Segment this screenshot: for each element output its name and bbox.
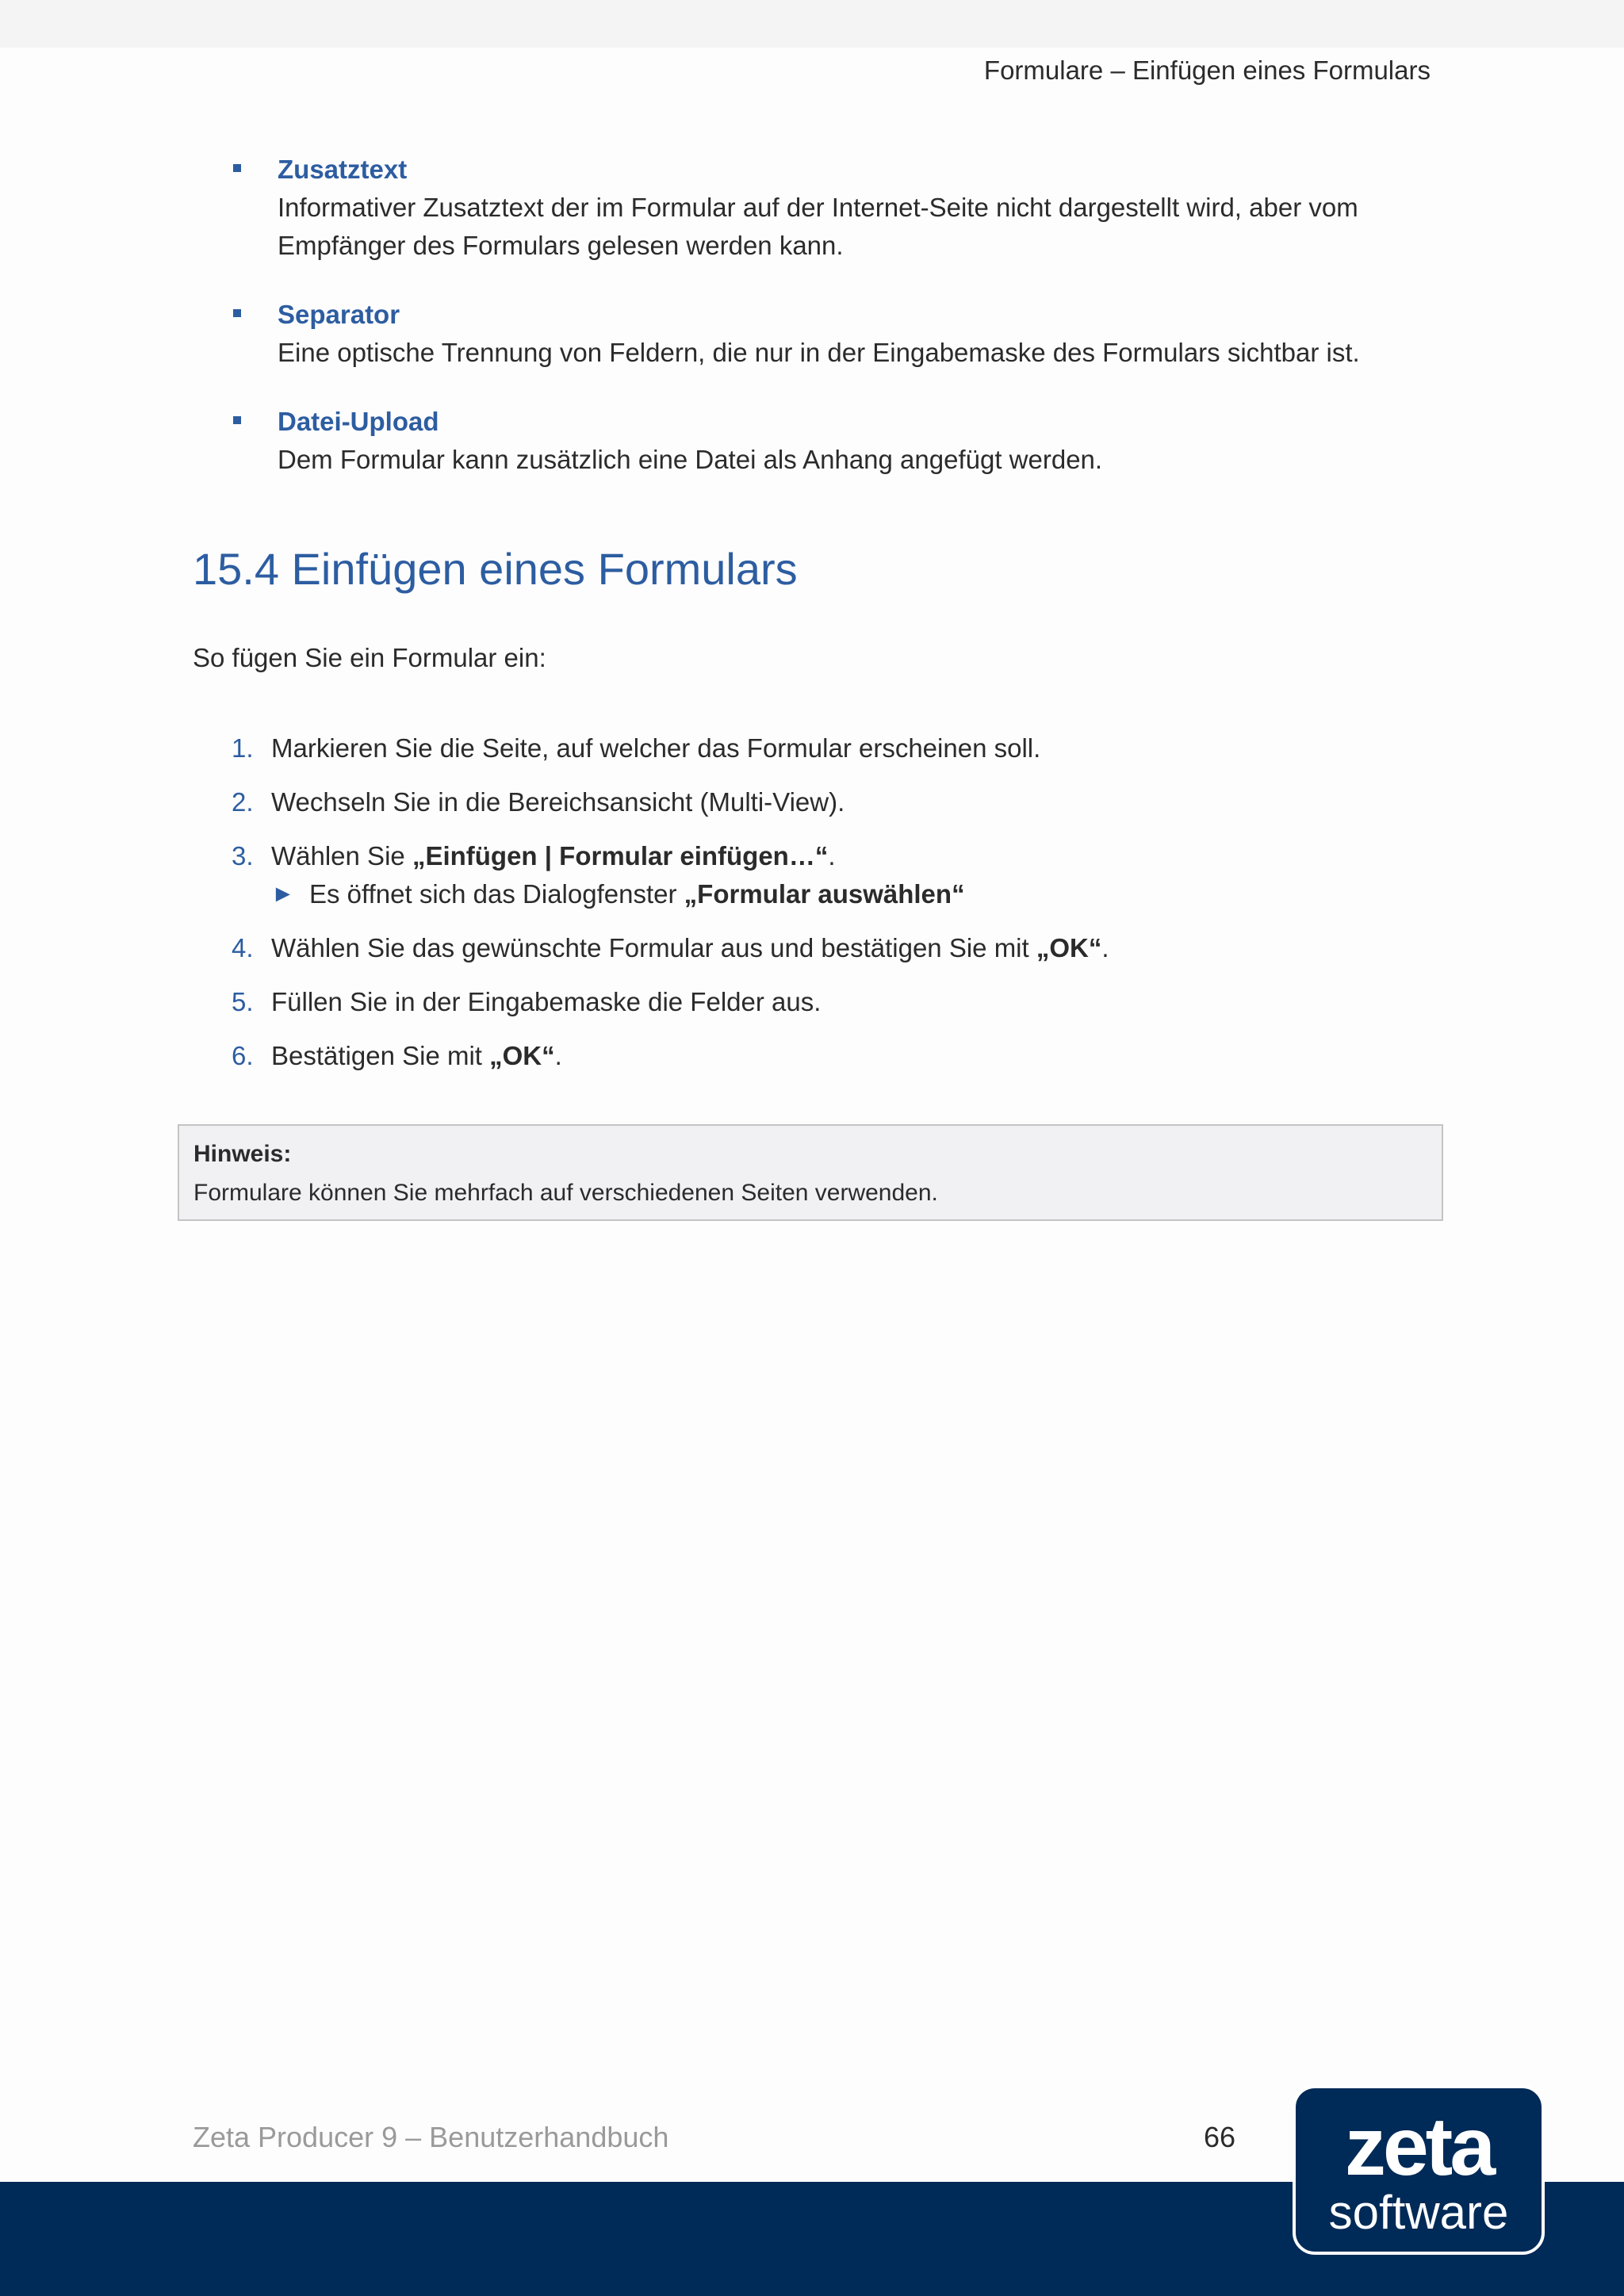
square-bullet-icon <box>233 416 241 424</box>
list-item-title: Separator <box>278 300 400 329</box>
result-text: Es öffnet sich das Dialogfenster <box>309 879 684 909</box>
step-text: Wählen Sie das gewünschte Formular aus und bestätigen Sie mit <box>271 933 1036 962</box>
step-number: 1. <box>232 733 254 763</box>
step-3 <box>232 837 1437 913</box>
step-4 <box>232 929 1437 967</box>
list-item-description: Eine optische Trennung von Feldern, die nur in der Eingabemaske des Formulars sichtbar ist. <box>278 338 1360 367</box>
footer-manual-title: Zeta Producer 9 – Benutzerhandbuch <box>193 2121 669 2153</box>
list-item <box>232 151 1437 265</box>
list-item <box>232 403 1437 479</box>
list-item-description: Informativer Zusatztext der im Formular auf der Internet-Seite nicht dargestellt wird, aber vom Empfänger des Formulars gelesen werden kann. <box>278 193 1358 260</box>
step-text: Wählen Sie <box>271 841 412 871</box>
note-box <box>178 1124 1443 1221</box>
step-text: Markieren Sie die Seite, auf welcher das Formular erscheinen soll. <box>271 733 1041 763</box>
step-number: 6. <box>232 1041 254 1070</box>
square-bullet-icon <box>233 309 241 317</box>
section-intro: So fügen Sie ein Formular ein: <box>193 643 546 672</box>
square-bullet-icon <box>233 164 241 172</box>
step-text-end: . <box>1101 933 1109 962</box>
note-text: Formulare können Sie mehrfach auf verschiedenen Seiten verwenden. <box>193 1180 938 1206</box>
list-item-title: Datei-Upload <box>278 407 439 436</box>
step-text-line <box>271 837 1437 875</box>
step-text: Wechseln Sie in die Bereichsansicht (Multi-View). <box>271 787 845 817</box>
list-item-title: Zusatztext <box>278 155 408 184</box>
step-1 <box>232 729 1437 767</box>
step-5 <box>232 983 1437 1021</box>
button-reference: „OK“ <box>1036 933 1102 962</box>
step-text: Füllen Sie in der Eingabemaske die Felder aus. <box>271 987 822 1016</box>
step-number: 2. <box>232 787 254 817</box>
top-bar <box>0 0 1624 48</box>
step-number: 3. <box>232 841 254 871</box>
list-item <box>232 296 1437 372</box>
menu-path: „Einfügen | Formular einfügen…“ <box>412 841 829 871</box>
step-text: Bestätigen Sie mit <box>271 1041 490 1070</box>
running-header: Formulare – Einfügen eines Formulars <box>983 55 1431 85</box>
page-number: 66 <box>1204 2121 1236 2153</box>
button-reference: „OK“ <box>489 1041 555 1070</box>
step-number: 4. <box>232 933 254 962</box>
logo-wordmark: zeta <box>1344 2101 1493 2193</box>
section-heading: 15.4 Einfügen eines Formulars <box>193 544 798 594</box>
field-type-list <box>232 151 1437 510</box>
step-result <box>271 875 1437 913</box>
step-text-end: . <box>828 841 836 871</box>
list-item-description: Dem Formular kann zusätzlich eine Datei als Anhang angefügt werden. <box>278 445 1103 474</box>
arrow-right-icon: ► <box>271 881 295 907</box>
step-list <box>232 729 1437 1091</box>
step-2 <box>232 783 1437 821</box>
logo-subtitle: software <box>1328 2186 1509 2239</box>
dialog-name: „Formular auswählen“ <box>684 879 965 909</box>
step-text-end: . <box>554 1041 562 1070</box>
step-number: 5. <box>232 987 254 1016</box>
step-6 <box>232 1037 1437 1075</box>
zeta-software-logo <box>1293 2085 1545 2255</box>
note-title: Hinweis: <box>193 1141 292 1167</box>
